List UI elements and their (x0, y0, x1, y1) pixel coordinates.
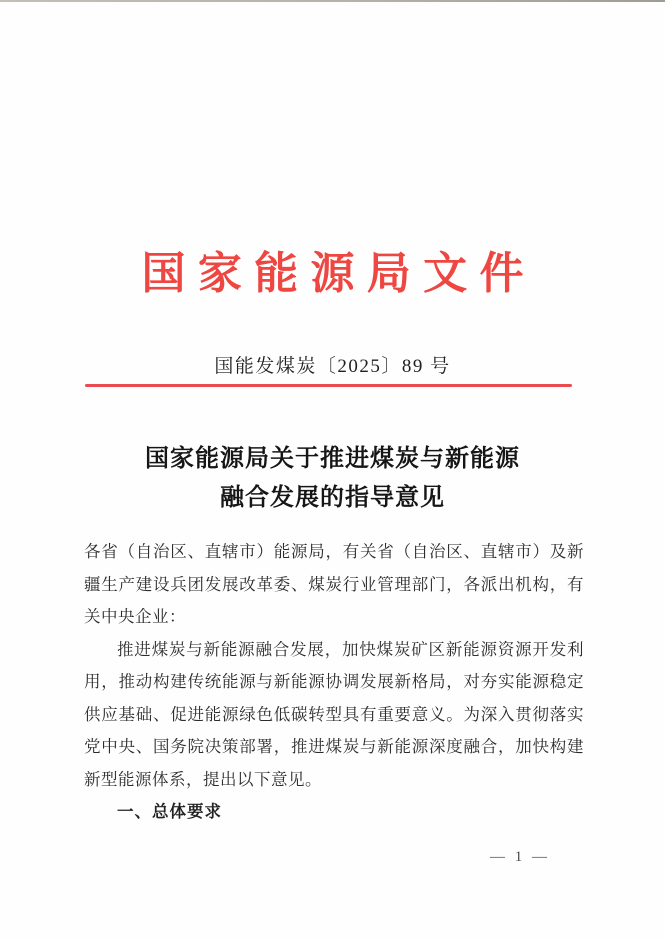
page-number: — 1 — (490, 849, 550, 865)
document-title (0, 440, 665, 518)
red-divider-rule (85, 384, 572, 387)
document-title-line2: 融合发展的指导意见 (220, 485, 445, 511)
salutation-paragraph: 各省（自治区、直辖市）能源局，有关省（自治区、直辖市）及新疆生产建设兵团发展改革委、煤炭行业管理部门，各派出机构，有关中央企业： (84, 542, 584, 626)
scan-edge-artifact (0, 0, 665, 2)
document-title-line1: 国家能源局关于推进煤炭与新能源 (145, 446, 520, 472)
section-heading-1: 一、总体要求 (117, 803, 222, 821)
intro-paragraph: 推进煤炭与新能源融合发展，加快煤炭矿区新能源资源开发利用，推动构建传统能源与新能源协调发展新格局，对夯实能源稳定供应基础、促进能源绿色低碳转型具有重要意义。为深入贯彻落实党中央、国务院决策部署，推进煤炭与新能源深度融合，加快构建新型能源体系，提出以下意见。 (84, 639, 584, 789)
document-number: 国能发煤炭〔2025〕89 号 (214, 356, 451, 377)
agency-red-header: 国家能源局文件 (141, 249, 536, 298)
document-body (84, 536, 584, 829)
